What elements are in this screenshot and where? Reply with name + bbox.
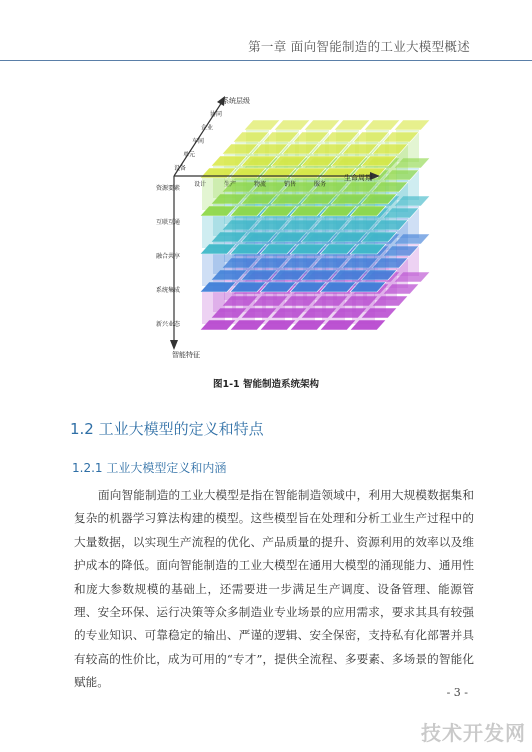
- cube-cell: [274, 120, 310, 130]
- system-level-label: 企业: [201, 124, 214, 132]
- figure-caption: 图1-1 智能制造系统架构: [213, 379, 319, 390]
- smart-feature-label: 新兴业态: [156, 321, 181, 328]
- lifecycle-stage-label: 生产: [224, 181, 237, 188]
- cube-cell: [334, 120, 370, 130]
- cube-column-shade: [322, 292, 345, 324]
- cube-column-shade: [202, 292, 225, 324]
- cube-column-shade: [292, 254, 315, 286]
- page-number: - 3 -: [446, 686, 468, 699]
- smart-feature-label: 互联互通: [156, 219, 181, 226]
- vertical-axis-arrow: [170, 340, 178, 350]
- axis-label-lifecycle: 生命周期: [344, 174, 372, 182]
- cube-column-shade: [352, 254, 375, 286]
- section-heading: 1.2 工业大模型的定义和特点: [70, 420, 264, 438]
- site-watermark: 技术开发网: [421, 721, 526, 745]
- chapter-header-title: 第一章 面向智能制造的工业大模型概述: [248, 39, 470, 54]
- axis-label-system-level: 系统层级: [222, 97, 250, 105]
- cube-column-shade: [322, 254, 345, 286]
- cube-column-shade: [322, 216, 345, 248]
- axis-label-smart-feature: 智能特征: [172, 351, 200, 359]
- lifecycle-stage-label: 销售: [284, 181, 297, 188]
- smart-feature-label: 系统集成: [156, 287, 181, 294]
- smart-feature-label: 资源要素: [156, 185, 181, 192]
- cube-column-shade: [292, 216, 315, 248]
- cube-column-shade: [262, 292, 285, 324]
- cube-cell: [304, 120, 340, 130]
- system-level-label: 车间: [192, 138, 205, 145]
- cube-column-shade: [232, 292, 255, 324]
- system-level-label: 协同: [210, 111, 223, 118]
- lifecycle-stage-label: 服务: [314, 181, 327, 188]
- cube-column-shade: [232, 254, 255, 286]
- page-header: [0, 0, 532, 62]
- system-level-label: 单元: [183, 151, 196, 159]
- cube-column-shade: [232, 216, 255, 248]
- body-paragraph: 面向智能制造的工业大模型是指在智能制造领域中，利用大规模数据集和复杂的机器学习算法构建的模型。这些模型旨在处理和分析工业生产过程中的大量数据，以实现生产流程的优化、产品质量的提升、资源利用的效率以及维护成本的降低。面向智能制造的工业大模型在通用大模型的涌现能力、通用性和庞大参数规模的基础上，还需要进一步满足生产调度、设备管理、能源管理、安全环保、运行决策等众多制造业专业场景的应用需求，要求其具有较强的专业知识、可靠稳定的输出、严谨的逻辑、安全保密，支持私有化部署并具有较高的性价比，成为可用的“专才”，提供全流程、多要素、多场景的智能化赋能。: [74, 488, 474, 690]
- cube-column-shade: [262, 216, 285, 248]
- architecture-cube-diagram: [156, 88, 400, 363]
- cube-cell: [244, 120, 280, 130]
- cube-cell: [364, 120, 400, 130]
- header-divider: [0, 60, 532, 61]
- subsection-heading: 1.2.1 工业大模型定义和内涵: [72, 461, 227, 475]
- cube-column-shade: [262, 254, 285, 286]
- lifecycle-stage-label: 物流: [254, 181, 267, 188]
- system-level-label: 设备: [174, 165, 187, 172]
- cube-column-shade: [292, 292, 315, 324]
- cube-column-shade: [202, 216, 225, 248]
- cube-cell: [394, 120, 430, 130]
- cube-column-shade: [352, 178, 375, 210]
- cube-column-shade: [352, 216, 375, 248]
- cube-column-shade: [352, 292, 375, 324]
- smart-feature-label: 融合共享: [156, 253, 181, 260]
- lifecycle-stage-label: 设计: [194, 181, 207, 188]
- architecture-figure: [156, 88, 400, 363]
- cube-column-shade: [202, 254, 225, 286]
